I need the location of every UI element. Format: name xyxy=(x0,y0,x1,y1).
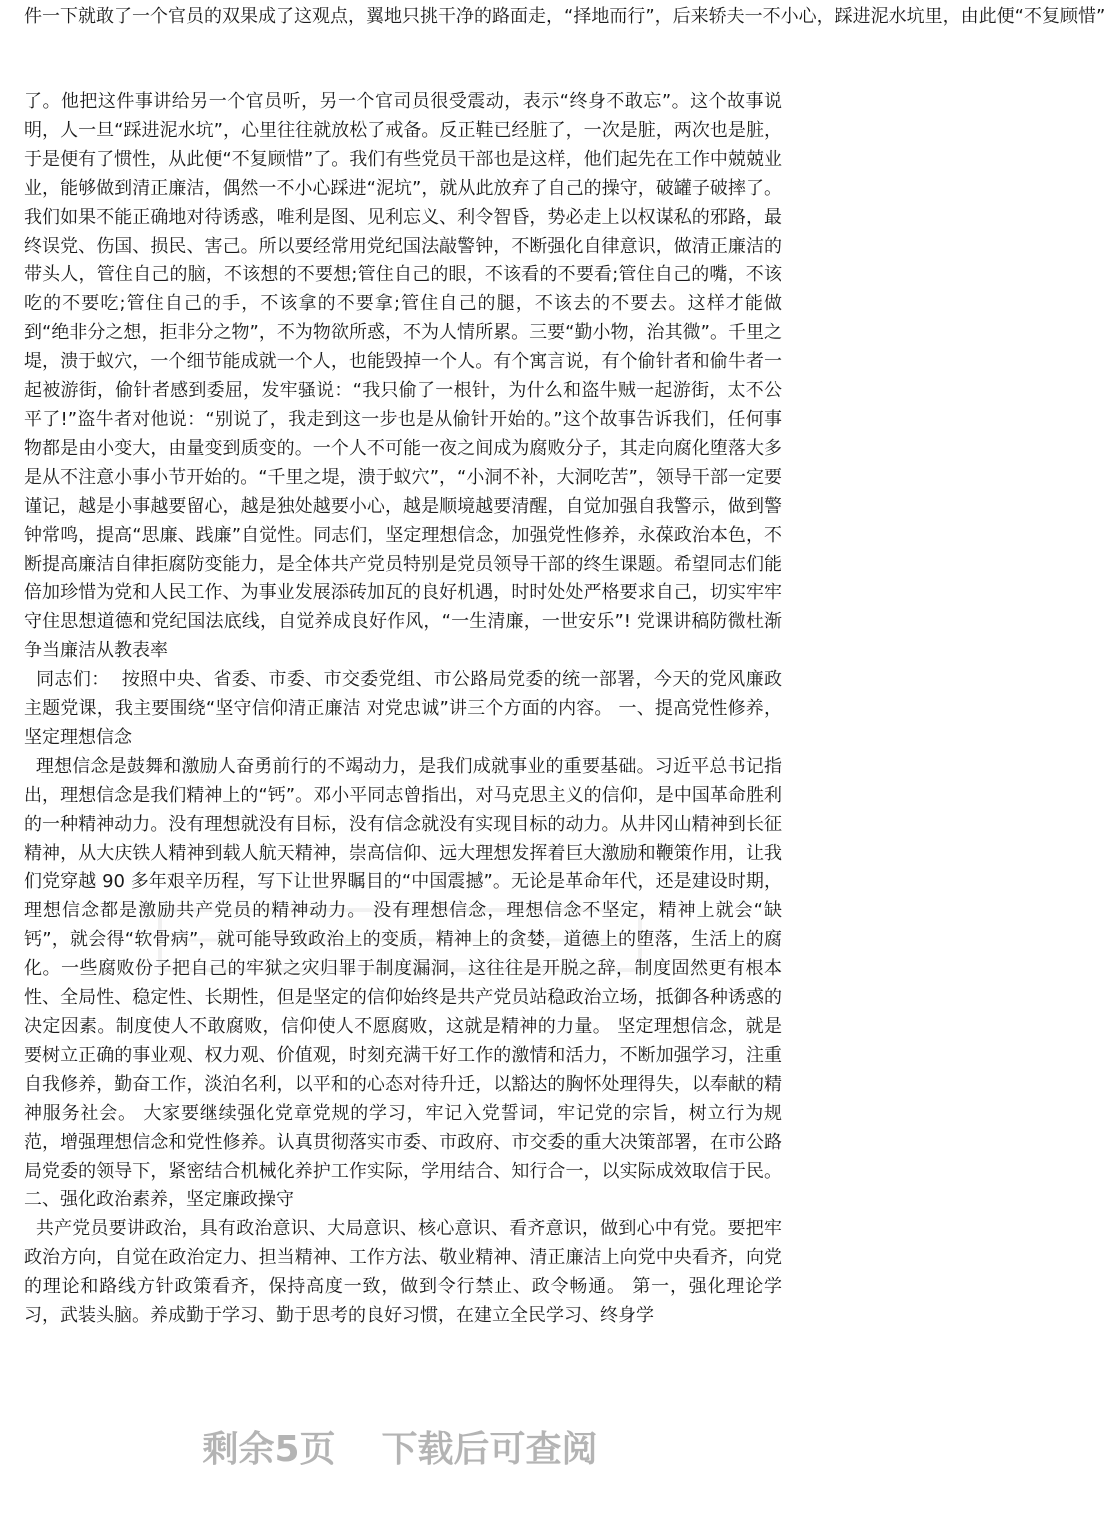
document-body xyxy=(24,88,788,1331)
download-prompt[interactable] xyxy=(0,1415,800,1485)
previous-page-fragment xyxy=(0,0,1105,34)
remaining-pages-label[interactable]: 剩余5页 xyxy=(202,1429,336,1470)
paragraph: 理想信念是鼓舞和激励人奋勇前行的不竭动力，是我们成就事业的重要基础。习近平总书记指出，理想信念是我们精神上的“钙”。邓小平同志曾指出，对马克思主义的信仰，是中国革命胜利的一种精神动力。没有理想就没有目标，没有信念就没有实现目标的动力。从井冈山精神到长征精神，从大庆铁人精神到载人航天精神，崇高信仰、远大理想发挥着巨大激励和鞭策作用，让我们党穿越 90 多年艰辛历程，写下让世界瞩目的“中国震撼”。无论是革命年代，还是建设时期，理想信念都是激励共产党员的精神动力。 没有理想信念，理想信念不坚定，精神上就会“缺钙”，就会得“软骨病”，就可能导致政治上的变质，精神上的贪婪，道德上的堕落，生活上的腐化。一些腐败份子把自己的牢狱之灾归罪于制度漏洞，这往往是开脱之辞，制度固然更有根本性、全局性、稳定性、长期性，但是坚定的信仰始终是共产党员站稳政治立场，抵御各种诱惑的决定因素。制度使人不敢腐败，信仰使人不愿腐败，这就是精神的力量。 坚定理想信念，就是要树立正确的事业观、权力观、价值观，时刻充满干好工作的激情和活力，不断加强学习，注重自我修养，勤奋工作，淡泊名利，以平和的心态对待升迁，以豁达的胸怀处理得失，以奉献的精神服务社会。 大家要继续强化党章党规的学习，牢记入党誓词，牢记党的宗旨，树立行为规范，增强理想信念和党性修养。认真贯彻落实市委、市政府、市交委的重大决策部署，在市公路局党委的领导下，紧密结合机械化养护工作实际，学用结合、知行合一，以实际成效取信于民。 二、强化政治素养，坚定廉政操守 xyxy=(24,755,788,1211)
paragraph: 共产党员要讲政治，具有政治意识、大局意识、核心意识、看齐意识，做到心中有党。要把牢政治方向，自觉在政治定力、担当精神、工作方法、敬业精神、清正廉洁上向党中央看齐，向党的理论和路线方针政策看齐，保持高度一致，做到令行禁止、政令畅通。 第一，强化理论学习，武装头脑。养成勤于学习、勤于思考的良好习惯，在建立全民学习、终身学 xyxy=(24,1218,782,1327)
fragment-line: 件一下就敢了一个官员的双果成了这观点，翼地只挑干净的路面走，“择地而行”，后来轿夫一不小心，踩进泥水坑里，由此便“不复顾惜” xyxy=(24,6,1105,27)
download-to-view-label[interactable]: 下载后可查阅 xyxy=(381,1429,598,1470)
paragraph: 了。他把这件事讲给另一个官员听，另一个官司员很受震动，表示“终身不敢忘”。这个故事说明，人一旦“踩进泥水坑”，心里往往就放松了戒备。反正鞋已经脏了，一次是脏，两次也是脏，于是便有了惯性，从此便“不复顾惜”了。我们有些党员干部也是这样，他们起先在工作中兢兢业业，能够做到清正廉洁，偶然一不小心踩进“泥坑”，就从此放弃了自己的操守，破罐子破摔了。我们如果不能正确地对待诱惑，唯利是图、见利忘义、利令智昏，势必走上以权谋私的邪路，最终误党、伤国、损民、害己。所以要经常用党纪国法敲警钟，不断强化自律意识，做清正廉洁的带头人，管住自己的脑，不该想的不要想;管住自己的眼，不该看的不要看;管住自己的嘴，不该吃的不要吃;管住自己的手，不该拿的不要拿;管住自己的腿，不该去的不要去。这样才能做到“绝非分之想，拒非分之物”，不为物欲所惑，不为人情所累。三要“勤小物，治其微”。千里之堤，溃于蚁穴，一个细节能成就一个人，也能毁掉一个人。有个寓言说，有个偷针者和偷牛者一起被游街，偷针者感到委屈，发牢骚说：“我只偷了一根针，为什么和盗牛贼一起游街，太不公平了!”盗牛者对他说：“别说了，我走到这一步也是从偷针开始的。”这个故事告诉我们，任何事物都是由小变大，由量变到质变的。一个人不可能一夜之间成为腐败分子，其走向腐化堕落大多是从不注意小事小节开始的。“千里之堤，溃于蚁穴”，“小洞不补，大洞吃苦”，领导干部一定要谨记，越是小事越要留心，越是独处越要小心，越是顺境越要清醒，自觉加强自我警示，做到警钟常鸣，提高“思廉、践廉”自觉性。同志们，坚定理想信念，加强党性修养，永葆政治本色，不断提高廉洁自律拒腐防变能力，是全体共产党员特别是党员领导干部的终生课题。希望同志们能倍加珍惜为党和人民工作、为事业发展添砖加瓦的良好机遇，时时处处严格要求自己，切实牢牢守住思想道德和党纪国法底线，自觉养成良好作风，“一生清廉，一世安乐”! 党课讲稿防微杜渐争当廉洁从教表率 xyxy=(24,91,782,662)
paragraph: 同志们： 按照中央、省委、市委、市交委党组、市公路局党委的统一部署，今天的党风廉政主题党课，我主要围绕“坚守信仰清正廉洁 对党忠诚”讲三个方面的内容。 一、提高党性修养，坚定理想信念 xyxy=(24,669,782,748)
